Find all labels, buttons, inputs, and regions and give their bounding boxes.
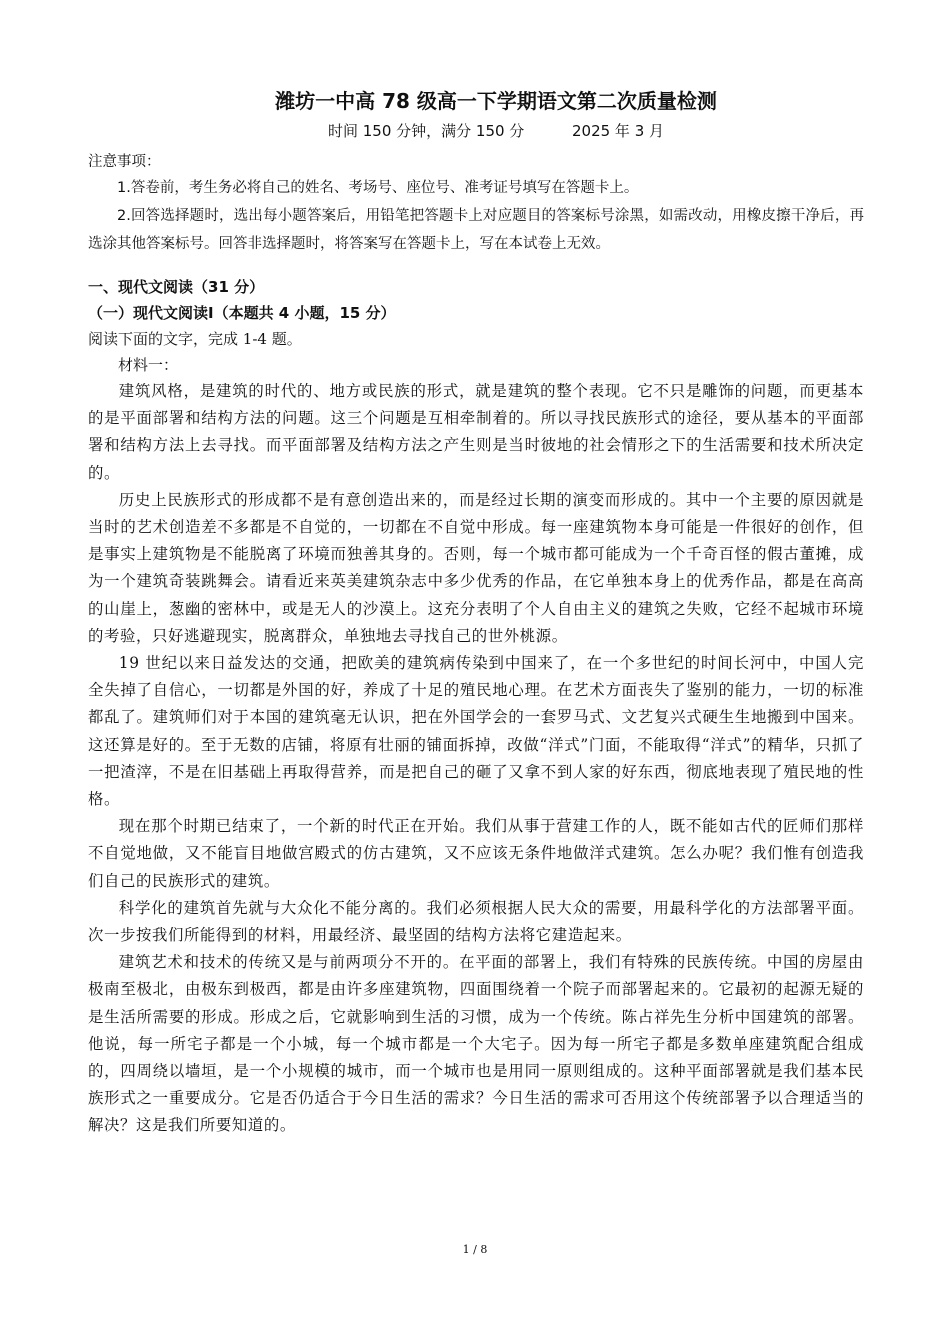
material-label: 材料一： (118, 356, 179, 374)
passage-paragraph: 建筑艺术和技术的传统又是与前两项分不开的。在平面的部署上，我们有特殊的民族传统。中国的房屋由极南至极北，由极东到极西，都是由许多座建筑物，四面围绕着一个院子而部署起来的。它最初的起源无疑的是生活所需要的形成。形成之后，它就影响到生活的习惯，成为一个传统。陈占祥先生分析中国建筑的部署。他说，每一所宅子都是一个小城，每一个城市都是一个大宅子。因为每一所宅子都是多数单座建筑配合组成的，四周绕以墙垣，是一个小规模的城市，而一个城市也是用同一原则组成的。这种平面部署就是我们基本民族形式之一重要成分。它是否仍适合于今日生活的需求？今日生活的需求可否用这个传统部署予以合理适当的解决？这是我们所要知道的。 (88, 953, 864, 1135)
note-item: 2.回答选择题时，选出每小题答案后，用铅笔把答题卡上对应题目的答案标号涂黑，如需改动，用橡皮擦干净后，再选涂其他答案标号。回答非选择题时，将答案写在答题卡上，写在本试卷上无效。 (88, 208, 864, 252)
notes-heading: 注意事项： (88, 154, 161, 170)
notes-block (88, 150, 864, 258)
reading-passage (88, 378, 864, 1140)
exam-subtitle: 时间 150 分钟，满分 150 分 2025 年 3 月 (327, 122, 665, 140)
note-item: 1.答卷前，考生务必将自己的姓名、考场号、座位号、准考证号填写在答题卡上。 (117, 180, 639, 196)
reading-instruction: 阅读下面的文字，完成 1-4 题。 (88, 330, 302, 348)
passage-paragraph: 科学化的建筑首先就与大众化不能分离的。我们必须根据人民大众的需要，用最科学化的方法部署平面。次一步按我们所能得到的材料，用最经济、最坚固的结构方法将它建造起来。 (88, 898, 864, 945)
exam-page (88, 88, 864, 1328)
passage-paragraph: 建筑风格，是建筑的时代的、地方或民族的形式，就是建筑的整个表现。它不只是雕饰的问题，而更基本的是平面部署和结构方法的问题。这三个问题是互相牵制着的。所以寻找民族形式的途径，要从基本的平面部署和结构方法上去寻找。而平面部署及结构方法之产生则是当时彼地的社会情形之下的生活需要和技术所决定的。 (88, 382, 864, 482)
section-heading: 一、现代文阅读（31 分） (88, 278, 265, 296)
passage-paragraph: 19 世纪以来日益发达的交通，把欧美的建筑病传染到中国来了，在一个多世纪的时间长河中，中国人完全失掉了自信心，一切都是外国的好，养成了十足的殖民地心理。在艺术方面丧失了鉴别的能力，一切的标准都乱了。建筑师们对于本国的建筑毫无认识，把在外国学会的一套罗马式、文艺复兴式硬生生地搬到中国来。这还算是好的。至于无数的店铺，将原有壮丽的铺面拆掉，改做“洋式”门面，不能取得“洋式”的精华，只抓了一把渣滓，不是在旧基础上再取得营养，而是把自己的砸了又拿不到人家的好东西，彻底地表现了殖民地的性格。 (88, 654, 864, 809)
passage-paragraph: 历史上民族形式的形成都不是有意创造出来的，而是经过长期的演变而形成的。其中一个主要的原因就是当时的艺术创造差不多都是不自觉的，一切都在不自觉中形成。每一座建筑物本身可能是一件很好的创作，但是事实上建筑物是不能脱离了环境而独善其身的。否则，每一个城市都可能成为一个千奇百怪的假古董摊，成为一个建筑奇装跳舞会。请看近来英美建筑杂志中多少优秀的作品，在它单独本身上的优秀作品，都是在高高的山崖上，葱幽的密林中，或是无人的沙漠上。这充分表明了个人自由主义的建筑之失败，它经不起城市环境的考验，只好逃避现实，脱离群众，单独地去寻找自己的世外桃源。 (88, 490, 864, 645)
subsection-heading: （一）现代文阅读Ⅰ（本题共 4 小题，15 分） (88, 304, 396, 322)
page-number: 1 / 8 (462, 1243, 488, 1256)
exam-title: 潍坊一中高 78 级高一下学期语文第二次质量检测 (275, 89, 717, 113)
passage-paragraph: 现在那个时期已结束了，一个新的时代正在开始。我们从事于营建工作的人，既不能如古代的匠师们那样不自觉地做，又不能盲目地做宫殿式的仿古建筑，又不应该无条件地做洋式建筑。怎么办呢？我们惟有创造我们自己的民族形式的建筑。 (88, 817, 864, 890)
